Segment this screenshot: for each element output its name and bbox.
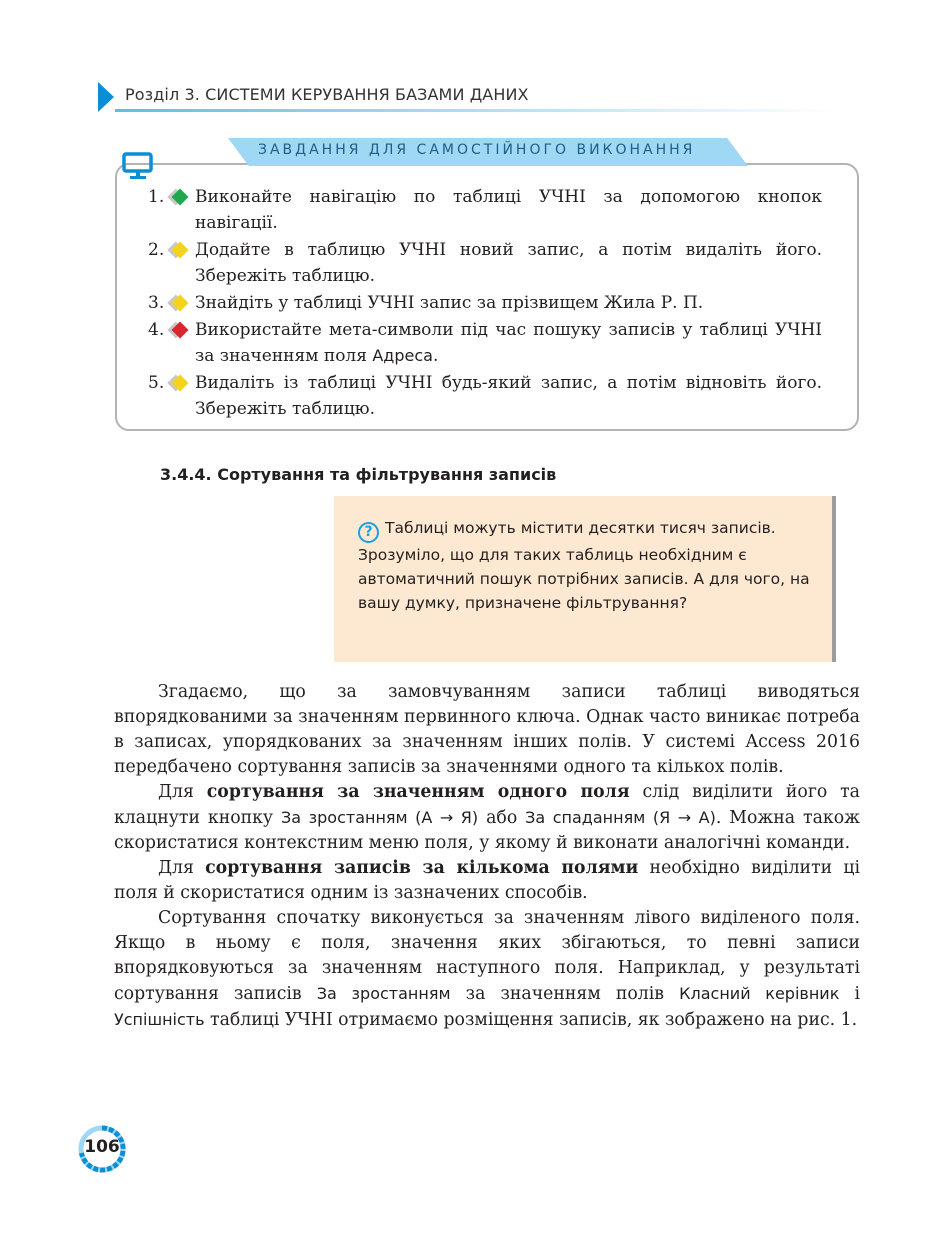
task-item [148,317,822,369]
text-span: таблиці УЧНІ отримаємо розміщення записів, як зображено на рис. 1. [204,1010,858,1030]
command-descending: За спаданням (Я → А) [525,808,716,827]
field-name-class-teacher: Класний керівник [679,984,840,1003]
task-item [148,237,822,289]
bold-term: сортування за значенням одного поля [206,782,630,802]
task-number: 3. [148,293,165,313]
task-number: 4. [148,320,165,340]
monitor-icon [122,151,154,181]
running-header-title: Розділ 3. СИСТЕМИ КЕРУВАННЯ БАЗАМИ ДАНИХ [125,85,529,104]
paragraph-2 [114,780,860,856]
paragraph-4 [114,906,860,1033]
text-span: Для [158,782,207,802]
command-ascending: За зростанням [316,984,451,1003]
text-span: Сортування спочатку виконується за значенням лівого виділеного поля. Якщо в ньому є поля, значення яких збігаються, то певні записи впорядковуються за значенням наступного поля. Наприклад, у результаті сортування записів [114,908,860,1004]
task-banner-title: ЗАВДАННЯ ДЛЯ САМОСТІЙНОГО ВИКОНАННЯ [258,142,696,158]
page-number: 106 [84,1137,120,1157]
task-text: Додайте в таблицю УЧНІ новий запис, а потім видаліть його. Збережіть таблицю. [195,240,822,286]
body-text [114,680,860,1033]
text-span: і [839,984,860,1004]
question-body: Таблиці можуть містити десятки тисяч записів. Зрозуміло, що для таких таблиць необхідним є автоматичний пошук потрібних записів. А для чого, на вашу думку, призначене фільтрування? [358,519,810,612]
difficulty-diamond-icon [172,295,189,312]
task-item [148,290,822,316]
text-span: . Можна також скористатися контекстним меню поля, у якому й виконати аналогічні команди. [114,808,860,853]
difficulty-diamond-icon [172,242,189,259]
header-arrow-icon [98,82,114,112]
text-span: Для [158,858,206,878]
task-list [148,184,822,423]
question-icon: ? [358,522,379,543]
difficulty-diamond-icon [172,375,189,392]
section-heading: 3.4.4. Сортування та фільтрування записів [160,465,557,484]
task-text: Знайдіть у таблиці УЧНІ запис за прізвищем Жила Р. П. [195,293,704,313]
question-text [358,516,816,615]
bold-term: сортування записів за кількома полями [205,858,639,878]
difficulty-diamond-icon [172,189,189,206]
text-span: за значенням полів [450,984,680,1004]
paragraph-1: Згадаємо, що за замовчуванням записи таблиці виводяться впорядкованими за значенням первинного ключа. Однак часто виникає потреба в записах, упорядкованих за значенням інших полів. У системі Access 2016 передбачено сортування записів за значеннями одного та кількох полів. [114,682,860,777]
paragraph-3 [114,856,860,906]
task-item [148,370,822,422]
task-text-end: . [432,346,439,366]
task-text: Виконайте навігацію по таблиці УЧНІ за допомогою кнопок навігації. [195,187,822,233]
task-item [148,184,822,236]
text-span: необхідно виділити ці поля й скористатися одним із зазначених способів. [114,858,860,903]
task-number: 2. [148,240,165,260]
field-name-performance: Успішність [114,1010,205,1029]
text-span: слід виділити його та клацнути кнопку [114,782,860,828]
task-text: Видаліть із таблиці УЧНІ будь-який запис, а потім відновіть його. Збережіть таблицю. [195,373,822,419]
task-text: Використайте мета-символи під час пошуку записів у таблиці УЧНІ за значенням поля [195,320,822,366]
difficulty-diamond-icon [172,322,189,339]
command-ascending: За зростанням (А → Я) [281,808,479,827]
task-number: 5. [148,373,165,393]
field-name-address: Адреса [372,346,433,365]
task-number: 1. [148,187,165,207]
header-divider [115,109,835,112]
text-span: або [478,808,526,828]
